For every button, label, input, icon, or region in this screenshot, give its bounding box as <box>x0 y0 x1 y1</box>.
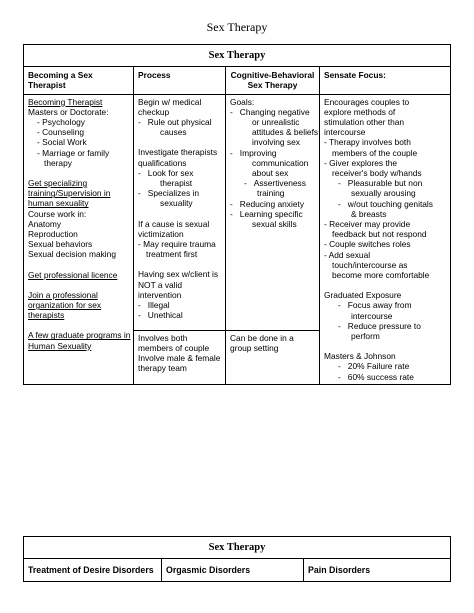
list-item: - Reducing anxiety <box>230 198 305 209</box>
list-item: - Look for sex <box>138 167 194 178</box>
link-text: A few graduate programs in <box>28 330 131 341</box>
column-header: Cognitive-Behavioral Sex Therapy <box>226 67 320 94</box>
list-item: - Counseling <box>37 127 85 138</box>
list-item: - Improving <box>230 147 277 158</box>
list-item-cont: causes <box>160 127 187 138</box>
list-item: - Reduce pressure to <box>338 320 421 331</box>
list-item: - Marriage or family <box>37 147 110 158</box>
column-header: Orgasmic Disorders <box>162 559 304 582</box>
list-item-cont: communication <box>252 157 309 168</box>
becoming-therapist-cell <box>24 94 134 384</box>
list-item-cont: or unrealistic <box>252 117 300 128</box>
list-item-cont: treatment first <box>146 249 198 260</box>
list-item-cont: sexuality <box>160 198 193 209</box>
list-item: - Psychology <box>37 117 85 128</box>
column-header: Becoming a Sex Therapist <box>24 67 134 94</box>
cbt-cell <box>226 94 320 330</box>
process-sub-cell <box>134 330 226 384</box>
list-item-cont: feedback but not respond <box>332 229 427 240</box>
sensate-focus-cell <box>320 94 451 384</box>
list-item-cont: therapist <box>160 178 193 189</box>
link-text: Get professional licence <box>28 269 118 280</box>
list-item-cont: involving sex <box>252 137 300 148</box>
column-header: Pain Disorders <box>304 559 451 582</box>
list-item: - Social Work <box>37 137 87 148</box>
text-line: Graduated Exposure <box>324 290 402 301</box>
list-item-cont: members of the couple <box>332 147 418 158</box>
text-line: intercourse <box>324 127 366 138</box>
link-text: human sexuality <box>28 198 89 209</box>
list-item-cont: therapy <box>44 157 72 168</box>
text-line: Course work in: <box>28 208 87 219</box>
list-item-cont: intercourse <box>351 310 393 321</box>
text-line: members of couple <box>138 342 210 353</box>
text-line: Masters & Johnson <box>324 351 396 362</box>
text-line: victimization <box>138 228 184 239</box>
list-item: - Illegal <box>138 300 170 311</box>
list-item: - Unethical <box>138 310 183 321</box>
link-text: Human Sexuality <box>28 340 92 351</box>
text-line: Reproduction <box>28 229 78 240</box>
link-text: Join a professional <box>28 289 98 300</box>
text-line: NOT a valid <box>138 279 183 290</box>
text-line: group setting <box>230 342 279 353</box>
column-header: Treatment of Desire Disorders <box>24 559 162 582</box>
list-item: - Therapy involves both <box>324 137 411 148</box>
list-item: - Pleasurable but non <box>338 178 423 189</box>
text-line: checkup <box>138 106 170 117</box>
list-item: - Learning specific <box>230 208 303 219</box>
disorders-table <box>23 536 451 582</box>
list-item: - Giver explores the <box>324 157 398 168</box>
text-line: Begin w/ medical <box>138 96 202 107</box>
link-text: organization for sex <box>28 300 102 311</box>
list-item-cont: about sex <box>252 168 289 179</box>
text-line: Anatomy <box>28 218 62 229</box>
list-item-cont: sexually arousing <box>351 188 416 199</box>
list-item-cont: perform <box>351 331 380 342</box>
text-line: Involve male & female <box>138 352 221 363</box>
list-item: - Changing negative <box>230 106 310 117</box>
column-header: Process <box>134 67 226 94</box>
list-item-cont: sexual skills <box>252 219 297 230</box>
cbt-sub-cell <box>226 330 320 384</box>
process-cell <box>134 94 226 330</box>
text-line: Sexual decision making <box>28 249 116 260</box>
column-header: Sensate Focus: <box>320 67 451 94</box>
link-text: therapists <box>28 310 65 321</box>
list-item: - 20% Failure rate <box>338 361 410 372</box>
list-item: - Add sexual <box>324 249 371 260</box>
text-line: Investigate therapists <box>138 147 218 158</box>
list-item: - Couple switches roles <box>324 239 411 250</box>
text-line: Involves both <box>138 332 188 343</box>
page-title: Sex Therapy <box>206 20 268 34</box>
list-item: - 60% success rate <box>338 371 414 382</box>
list-item-cont: attitudes & beliefs <box>252 127 319 138</box>
list-item: - Rule out physical <box>138 117 212 128</box>
text-line: explore methods of <box>324 106 396 117</box>
list-item: - May require trauma <box>138 239 216 250</box>
text-line: qualifications <box>138 157 187 168</box>
list-item-cont: receiver's body w/hands <box>332 168 422 179</box>
text-line: Having sex w/client is <box>138 269 219 280</box>
text-line: Can be done in a <box>230 332 294 343</box>
link-text: Get specializing <box>28 178 88 189</box>
text-line: Encourages couples to <box>324 96 410 107</box>
list-item-cont: touch/intercourse as <box>332 259 408 270</box>
list-item: - w/out touching genitals <box>338 198 433 209</box>
list-item-cont: training <box>257 188 285 199</box>
text-line: stimulation other than <box>324 117 405 128</box>
list-item: - Assertiveness <box>244 178 306 189</box>
becoming-title: Becoming Therapist <box>28 96 103 107</box>
link-text: training/Supervision in <box>28 188 111 199</box>
list-item: - Specializes in <box>138 188 199 199</box>
text-line: Goals: <box>230 96 255 107</box>
text-line: Masters or Doctorate: <box>28 106 109 117</box>
table-title: Sex Therapy <box>24 537 451 559</box>
list-item-cont: & breasts <box>351 208 387 219</box>
list-item: - Receiver may provide <box>324 219 411 230</box>
list-item: - Focus away from <box>338 300 412 311</box>
text-line: Sexual behaviors <box>28 239 93 250</box>
table-title: Sex Therapy <box>24 45 451 67</box>
text-line: If a cause is sexual <box>138 218 210 229</box>
list-item-cont: become more comfortable <box>332 270 430 281</box>
text-line: intervention <box>138 289 182 300</box>
text-line: therapy team <box>138 363 187 374</box>
sex-therapy-table <box>23 44 451 385</box>
